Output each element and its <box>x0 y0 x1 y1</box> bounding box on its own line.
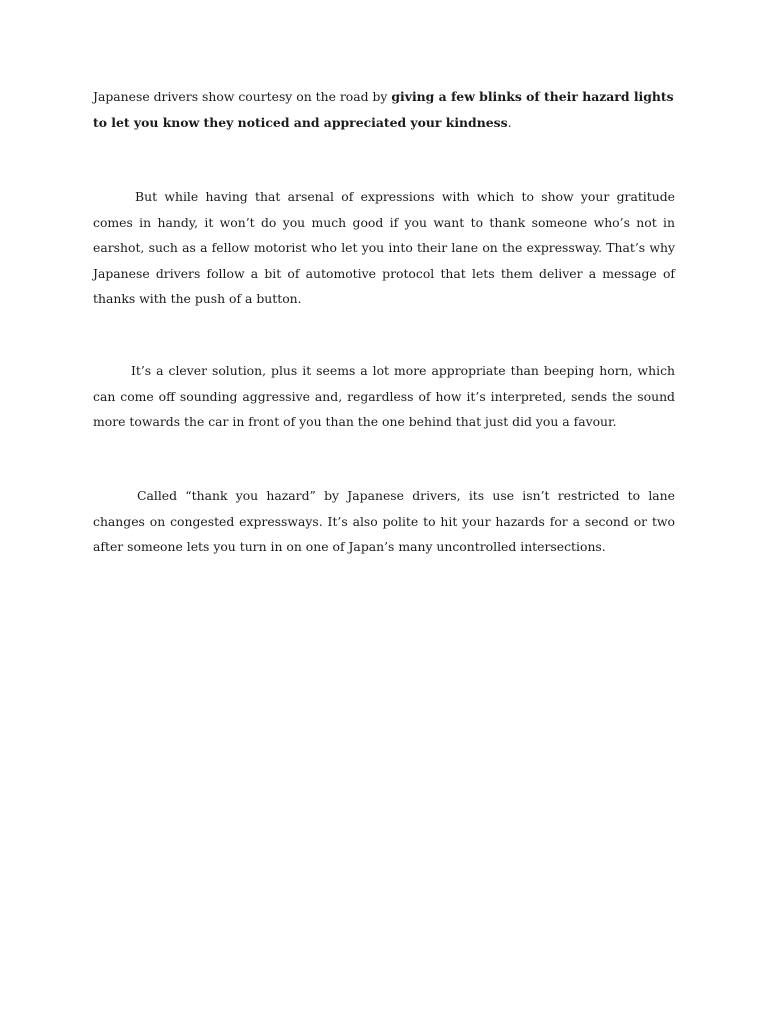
paragraph-intro-tail: . <box>507 114 512 130</box>
paragraph-intro <box>93 84 675 135</box>
paragraph-thank-you-hazard: Called “thank you hazard” by Japanese drivers, its use isn’t restricted to lane changes on congested expressways. It’s also polite to hit your hazards for a second or two after someone lets you turn in on one of Japan’s many uncontrolled intersections. <box>93 488 675 554</box>
paragraph-gratitude: But while having that arsenal of expressions with which to show your gratitude comes in handy, it won’t do you much good if you want to thank someone who’s not in earshot, such as a fellow motorist who let you into their lane on the expressway. That’s why Japanese drivers follow a bit of automotive protocol that lets them deliver a message of thanks with the push of a button. <box>93 189 675 306</box>
paragraph-intro-emphasis: giving a few blinks of their hazard lights to let you know they noticed and appreciated your kindness <box>93 89 674 130</box>
paragraph-clever-solution: It’s a clever solution, plus it seems a lot more appropriate than beeping horn, which can come off sounding aggressive and, regardless of how it’s interpreted, sends the sound more towards the car in front of you than the one behind that just did you a favour. <box>93 363 675 429</box>
paragraph-intro-lead: Japanese drivers show courtesy on the road by <box>93 89 392 104</box>
